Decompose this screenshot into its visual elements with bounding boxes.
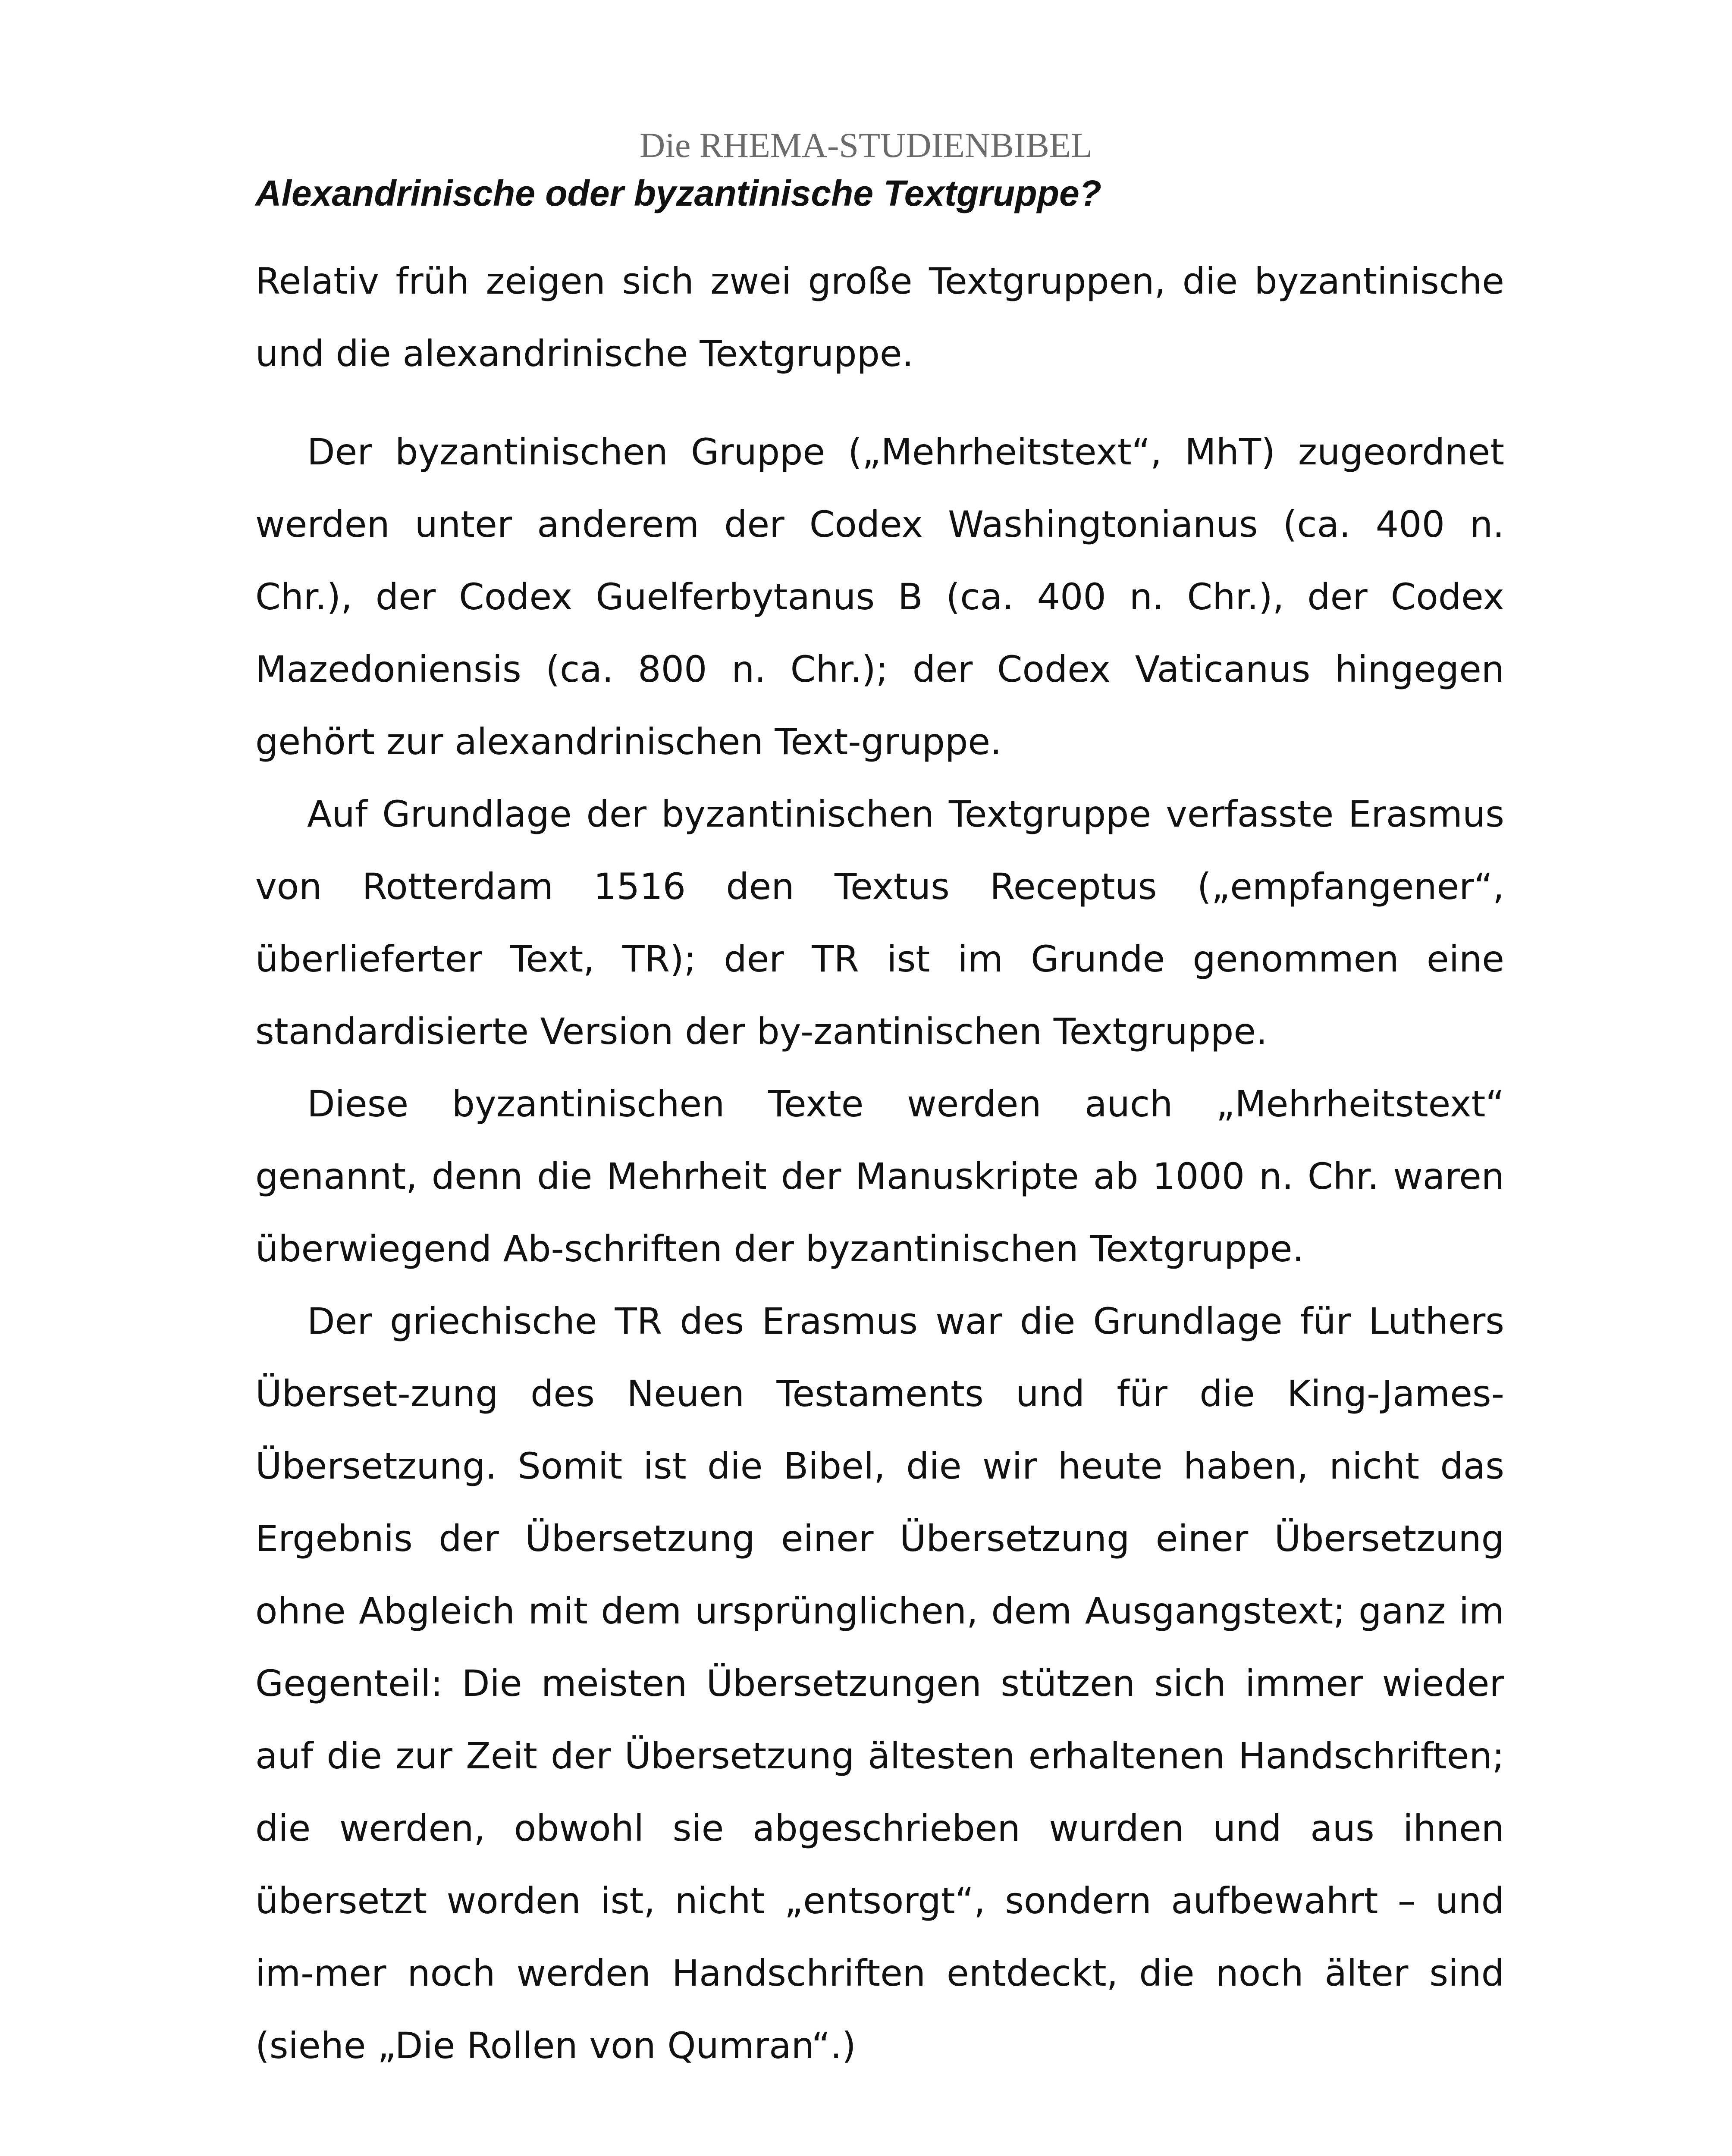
paragraph-2: Der byzantinischen Gruppe („Mehrheitstext“, MhT) zugeordnet werden unter anderem der Codex Washingtonianus (ca. 400 n. Chr.), der Codex Guelferbytanus B (ca. 400 n. Chr.), der Codex Mazedoniensis (ca. 800 n. Chr.); der Codex Vaticanus hingegen gehört zur alexandrinischen Text-gruppe. xyxy=(255,431,1504,763)
body-text xyxy=(255,172,1504,2082)
paragraph-1: Relativ früh zeigen sich zwei große Textgruppen, die byzantinische und die alexandrinische Textgruppe. xyxy=(255,260,1504,375)
running-head: Die RHEMA-STUDIENBIBEL xyxy=(640,125,1092,165)
paragraph-4: Diese byzantinischen Texte werden auch „Mehrheitstext“ genannt, denn die Mehrheit der Manuskripte ab 1000 n. Chr. waren überwiegend Ab-schriften der byzantinischen Textgruppe. xyxy=(255,1083,1504,1270)
section-heading: Alexandrinische oder byzantinische Textgruppe? xyxy=(255,173,1101,213)
paragraph-5: Der griechische TR des Erasmus war die Grundlage für Luthers Überset-zung des Neuen Testaments und für die King-James-Übersetzung. Somit ist die Bibel, die wir heute haben, nicht das Ergebnis der Übersetzung einer Übersetzung einer Übersetzung ohne Abgleich mit dem ursprünglichen, dem Ausgangstext; ganz im Gegenteil: Die meisten Übersetzungen stützen sich immer wieder auf die zur Zeit der Übersetzung ältesten erhaltenen Handschriften; die werden, obwohl sie abgeschrieben wurden und aus ihnen übersetzt worden ist, nicht „entsorgt“, sondern aufbewahrt – und im-mer noch werden Handschriften entdeckt, die noch älter sind (siehe „Die Rollen von Qumran“.) xyxy=(255,1300,1504,2067)
paragraph-3: Auf Grundlage der byzantinischen Textgruppe verfasste Erasmus von Rotterdam 1516 den Textus Receptus („empfangener“, überlieferter Text, TR); der TR ist im Grunde genommen eine standardisierte Version der by-zantinischen Textgruppe. xyxy=(255,793,1504,1053)
